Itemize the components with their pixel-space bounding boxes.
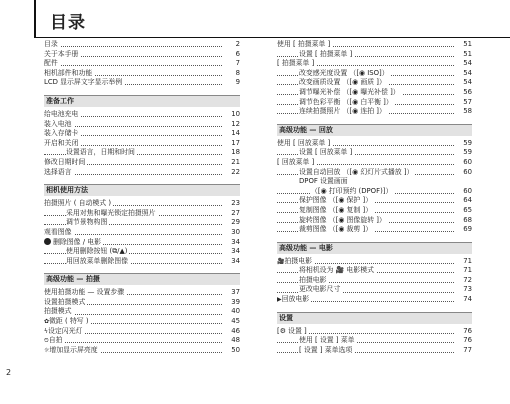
- toc-entry[interactable]: [277, 88, 472, 98]
- toc-entry-page: 50: [228, 346, 240, 356]
- title-bar: [34, 0, 510, 38]
- toc-entry-page: 18: [228, 148, 240, 158]
- toc-entry[interactable]: [44, 346, 240, 356]
- toc-entry-page: 68: [460, 216, 472, 226]
- toc-entry-page: 69: [460, 225, 472, 235]
- toc-entry-page: 57: [460, 98, 472, 108]
- toc-entry-label: 关于本手册: [44, 49, 79, 58]
- page-number: 2: [6, 368, 12, 377]
- toc-entry-page: 12: [228, 120, 240, 130]
- toc-entry-label: 改变画质设置 （[◉ 画质 ]）: [299, 78, 386, 87]
- toc-entry-label: 给电池充电: [44, 109, 79, 118]
- toc-entry[interactable]: [44, 120, 240, 130]
- toc-entry-label: 使用 [ 回放菜单 ]: [277, 138, 331, 147]
- toc-entry[interactable]: [277, 107, 472, 117]
- toc-entry-label: 拍摄电影: [284, 256, 313, 265]
- toc-entry-label: 配件: [44, 59, 58, 68]
- toc-entry-label: 设置 [ 拍摄菜单 ]: [299, 49, 353, 58]
- toc-entry-label: 裁剪图像 （[◉ 裁剪 ]）: [299, 225, 373, 234]
- toc-entry-page: 59: [460, 148, 472, 158]
- toc-entry-label: 开启和关闭: [44, 138, 79, 147]
- toc-entry[interactable]: [277, 59, 472, 69]
- toc-entry-page: 17: [228, 139, 240, 149]
- toc-entry-label: 相机部件和功能: [44, 68, 93, 77]
- toc-entry-page: 51: [460, 50, 472, 60]
- toc-entry[interactable]: [44, 307, 240, 317]
- toc-entry-page: 34: [228, 238, 240, 248]
- entry-glyph-icon: ▶: [277, 296, 282, 304]
- toc-entry[interactable]: [44, 218, 240, 228]
- page-title: 目录: [50, 13, 86, 33]
- toc-entry-label: 修改日期时间: [44, 157, 86, 166]
- entry-glyph-icon: 🎥: [277, 257, 285, 265]
- toc-entry-page: 7: [233, 59, 240, 69]
- toc-entry[interactable]: [277, 346, 472, 356]
- toc-entry-label: 拍摄电影: [299, 275, 327, 284]
- toc-entry-label: 使用删除按钮 (⧉/▲): [66, 247, 128, 256]
- toc-entry-label: 删除图像 / 电影: [53, 237, 102, 246]
- toc-entry[interactable]: [44, 336, 240, 346]
- toc-entry-page: 76: [460, 327, 472, 337]
- toc-entry-label: 使用 [ 设置 ] 菜单: [299, 336, 355, 345]
- toc-entry[interactable]: [277, 50, 472, 60]
- toc-entry[interactable]: [44, 228, 240, 238]
- toc-entry-page: 65: [460, 206, 472, 216]
- delete-icon: [44, 238, 51, 245]
- toc-entry-label: 目录: [44, 40, 58, 48]
- toc-entry-page: 48: [228, 336, 240, 346]
- toc-entry-label: DPOF 设置画面: [299, 177, 348, 186]
- toc-entry[interactable]: [44, 40, 240, 50]
- toc-entry[interactable]: [277, 295, 472, 305]
- toc-entry-page: 27: [228, 209, 240, 219]
- toc-column-right: [277, 40, 472, 355]
- toc-entry[interactable]: [44, 257, 240, 267]
- toc-entry-page: 71: [460, 266, 472, 276]
- entry-glyph-icon: ✿: [44, 318, 50, 326]
- toc-entry-label: 拍摄照片 ( 自动模式 ): [44, 199, 112, 208]
- toc-entry-page: 37: [228, 288, 240, 298]
- dot-leader: [44, 65, 222, 66]
- toc-entry[interactable]: [277, 196, 472, 206]
- toc-entry-page: 30: [228, 228, 240, 238]
- toc-entry-page: 2: [233, 40, 240, 50]
- toc-entry-label: 设置 [ 回放菜单 ]: [299, 148, 353, 157]
- toc-entry-page: 51: [460, 40, 472, 50]
- toc-entry[interactable]: [277, 257, 472, 267]
- toc-entry-page: 29: [228, 218, 240, 228]
- toc-entry-page: 60: [460, 187, 472, 197]
- toc-entry-page: 34: [228, 257, 240, 267]
- toc-entry[interactable]: [277, 139, 472, 149]
- toc-entry-label: 设定闪光灯: [47, 326, 83, 335]
- toc-entry-label: LCD 显示屏文字显示举例: [44, 78, 123, 87]
- toc-entry-page: 72: [460, 276, 472, 286]
- toc-entry[interactable]: [44, 148, 240, 158]
- toc-entry-label: 旋转图像 （[◉ 图像旋转 ]）: [299, 215, 386, 224]
- toc-entry-label: 设置拍摄模式: [44, 297, 86, 306]
- toc-entry-label: 设置语言，日期和时间: [66, 148, 135, 157]
- toc-entry-label: 自拍: [48, 336, 63, 345]
- toc-entry[interactable]: [277, 285, 472, 295]
- toc-entry[interactable]: [44, 50, 240, 60]
- toc-entry[interactable]: [44, 247, 240, 257]
- toc-entry-page: 10: [228, 110, 240, 120]
- toc-entry-label: 设置自动回放 （[◉ 幻灯片式播放 ]）: [299, 167, 414, 176]
- toc-entry-page: 6: [233, 50, 240, 60]
- toc-entry-page: 21: [228, 158, 240, 168]
- toc-entry-page: 40: [228, 307, 240, 317]
- dot-leader: [44, 46, 222, 47]
- toc-entry-label: （[◉ 打印预约 (DPOF)]）: [311, 186, 393, 195]
- toc-entry-label: 保护图像 （[◉ 保护 ]）: [299, 196, 373, 205]
- toc-entry-label: 调节景物构图: [66, 218, 108, 227]
- toc-entry-label: 更改电影尺寸: [299, 285, 341, 294]
- toc-entry-label: 选择语言: [44, 167, 72, 176]
- toc-entry[interactable]: [44, 327, 240, 337]
- toc-entry-page: 64: [460, 196, 472, 206]
- section-heading: 相机使用方法: [44, 184, 240, 196]
- toc-entry-page: 39: [228, 298, 240, 308]
- entry-glyph-icon: ϟ: [44, 327, 48, 335]
- section-heading: 准备工作: [44, 95, 240, 107]
- section-heading: 高级功能 — 拍摄: [44, 273, 240, 285]
- toc-entry[interactable]: [277, 98, 472, 108]
- toc-entry-page: 34: [228, 247, 240, 257]
- toc-entry-page: 58: [460, 107, 472, 117]
- toc-entry[interactable]: [44, 209, 240, 219]
- section-heading: 高级功能 — 电影: [277, 242, 472, 254]
- toc-entry-label: [ 拍摄菜单 ]: [277, 59, 315, 68]
- toc-entry[interactable]: [44, 59, 240, 69]
- toc-entry-label: 回放电影: [281, 295, 310, 304]
- toc-entry-page: 8: [233, 69, 240, 79]
- toc-entry-label: 将相机设为 🎥 电影模式: [299, 266, 374, 275]
- toc-entry[interactable]: [277, 336, 472, 346]
- entry-glyph-icon: ☼: [44, 346, 50, 354]
- toc-entry-label: 使用 [ 拍摄菜单 ]: [277, 40, 331, 48]
- toc-entry-label: 调节色彩平衡 （[◉ 白平衡 ]）: [299, 97, 393, 106]
- toc-entry-label: 装入电池: [44, 119, 72, 128]
- toc-entry[interactable]: [44, 139, 240, 149]
- toc-entry-page: 54: [460, 69, 472, 79]
- toc-entry-label: [ 回放菜单 ]: [277, 157, 315, 166]
- toc-entry[interactable]: [44, 317, 240, 327]
- toc-entry-label: 复制图像 （[◉ 复制 ]）: [299, 205, 373, 214]
- entry-glyph-icon: ⏲: [44, 337, 49, 345]
- toc-entry-label: 采用对焦和曝光锁定拍摄照片: [66, 208, 156, 217]
- toc-entry[interactable]: [44, 129, 240, 139]
- toc-entry-label: 装入存储卡: [44, 129, 79, 138]
- toc-entry-page: 54: [460, 78, 472, 88]
- toc-entry[interactable]: [44, 110, 240, 120]
- toc-entry-page: 45: [228, 317, 240, 327]
- toc-entry-label: 拍摄模式: [44, 307, 72, 316]
- toc-entry[interactable]: [277, 177, 472, 187]
- toc-entry[interactable]: [277, 158, 472, 168]
- toc-entry-page: 23: [228, 199, 240, 209]
- toc-entry[interactable]: [44, 199, 240, 209]
- toc-entry[interactable]: [44, 238, 240, 248]
- toc-entry-label: 调节曝光补偿 （[◉ 曝光补偿 ]）: [299, 87, 400, 96]
- toc-entry-label: 微距 ( 特写 ): [49, 317, 89, 326]
- toc-entry[interactable]: [277, 216, 472, 226]
- toc-entry[interactable]: [277, 327, 472, 337]
- toc-entry[interactable]: [277, 187, 472, 197]
- toc-entry-page: 77: [460, 346, 472, 356]
- toc-entry[interactable]: [44, 168, 240, 178]
- section-heading: 设置: [277, 312, 472, 324]
- toc-entry-label: 观看图像: [44, 227, 72, 236]
- toc-entry-page: 60: [460, 168, 472, 178]
- toc-entry[interactable]: [277, 148, 472, 158]
- toc-entry-label: 增加显示屏亮度: [49, 345, 98, 354]
- toc-entry-page: 71: [460, 257, 472, 267]
- toc-entry[interactable]: [277, 225, 472, 235]
- toc-entry[interactable]: [277, 266, 472, 276]
- toc-entry-label: 使用拍摄功能 — 设置步骤: [44, 288, 125, 297]
- section-heading: 高级功能 — 回放: [277, 124, 472, 136]
- toc-entry-page: 74: [460, 295, 472, 305]
- toc-entry-page: 60: [460, 158, 472, 168]
- toc-entry-page: 14: [228, 129, 240, 139]
- toc-entry-label: [ 设置 ] 菜单选项: [299, 345, 353, 354]
- toc-entry-label: 改变感光度设置 （[◉ ISO]）: [299, 68, 389, 77]
- toc-entry[interactable]: [44, 78, 240, 88]
- toc-entry-page: 73: [460, 285, 472, 295]
- toc-entry[interactable]: [277, 78, 472, 88]
- toc-entry-page: 54: [460, 59, 472, 69]
- toc-entry[interactable]: [44, 288, 240, 298]
- toc-entry[interactable]: [277, 206, 472, 216]
- toc-entry-label: 用回放菜单删除图像: [66, 256, 129, 265]
- toc-entry[interactable]: [44, 69, 240, 79]
- toc-entry-label: [⚙ 设置 ]: [277, 326, 307, 335]
- toc-entry-page: 59: [460, 139, 472, 149]
- toc-entry[interactable]: [44, 158, 240, 168]
- toc-entry-page: 9: [233, 78, 240, 88]
- toc-entry-page: 46: [228, 327, 240, 337]
- toc-entry[interactable]: [277, 168, 472, 178]
- toc-entry-label: 连续拍摄照片 （[◉ 连拍 ]）: [299, 107, 386, 116]
- toc-column-left: [44, 40, 240, 355]
- toc-entry[interactable]: [277, 69, 472, 79]
- toc-entry[interactable]: [277, 40, 472, 50]
- dot-leader: [44, 342, 222, 343]
- toc-entry-page: 22: [228, 168, 240, 178]
- toc-entry-page: 56: [460, 88, 472, 98]
- toc-entry-page: 76: [460, 336, 472, 346]
